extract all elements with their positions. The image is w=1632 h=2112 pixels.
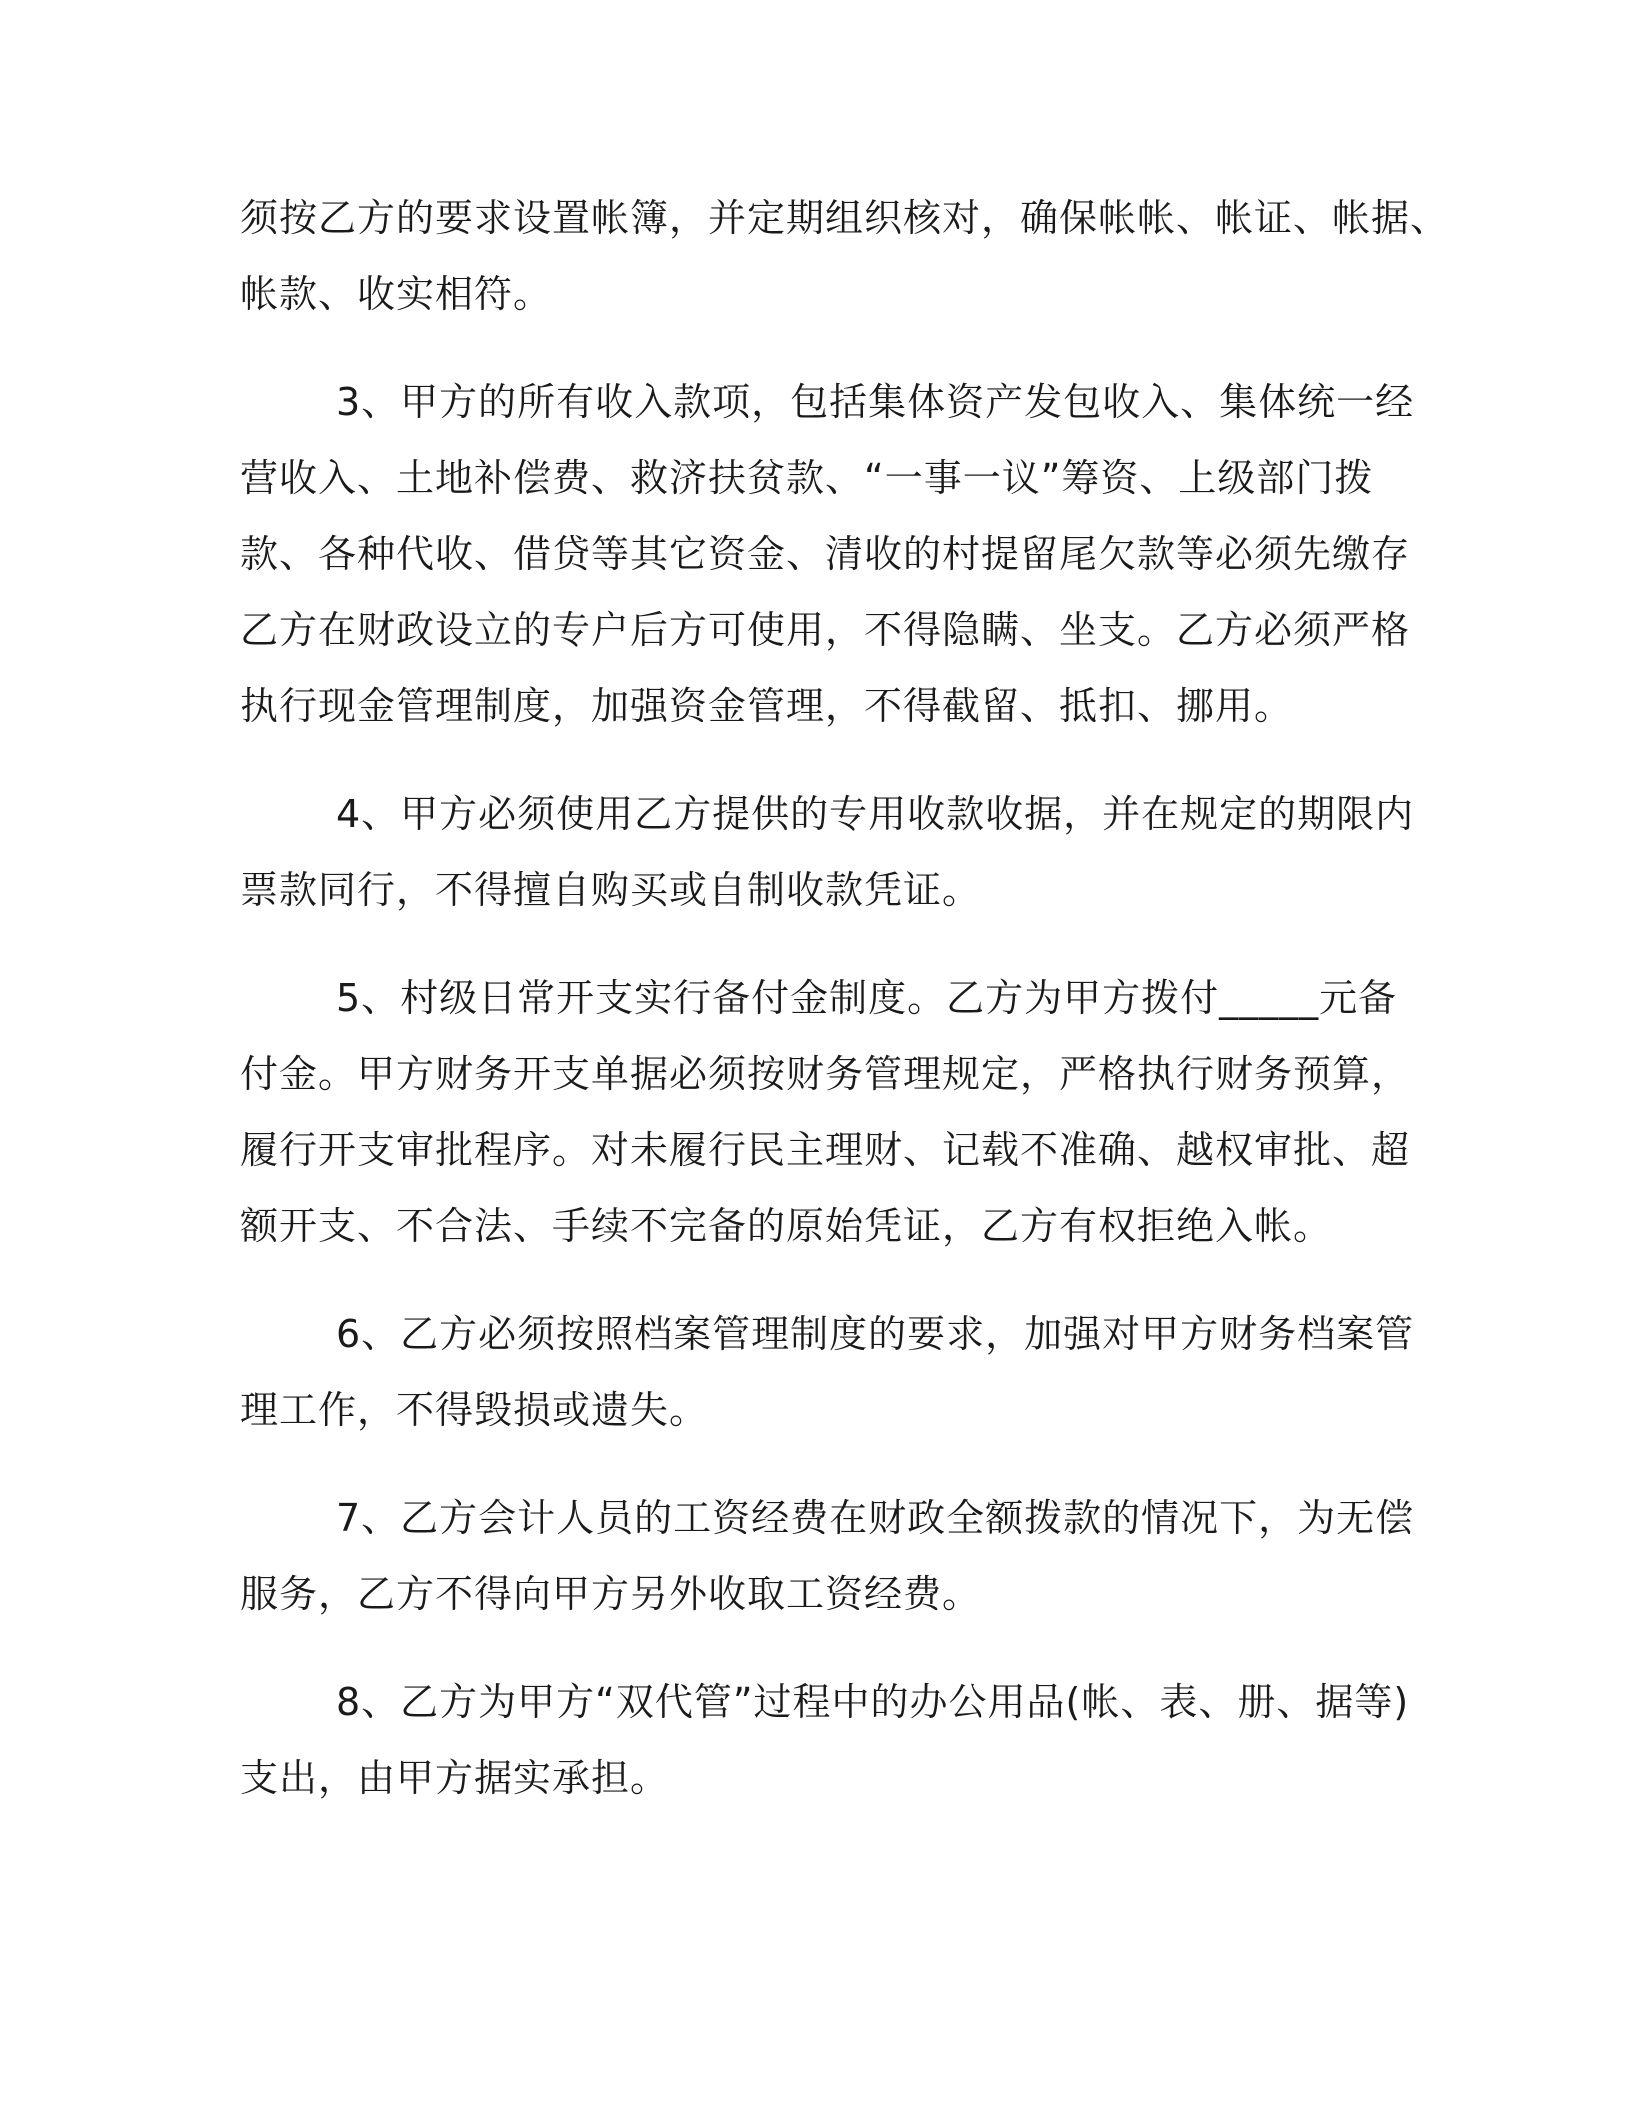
text-line: 履行开支审批程序。对未履行民主理财、记载不准确、越权审批、超: [240, 1128, 1411, 1172]
text-line: 5、村级日常开支实行备付金制度。乙方为甲方拨付_____元备: [336, 976, 1398, 1020]
text-line: 执行现金管理制度，加强资金管理，不得截留、抵扣、挪用。: [240, 684, 1294, 728]
text-line: 8、乙方为甲方“双代管”过程中的办公用品(帐、表、册、据等): [336, 1680, 1410, 1724]
paragraph-6: [240, 1296, 1415, 1448]
text-line: 支出，由甲方据实承担。: [240, 1756, 670, 1800]
text-line: 乙方在财政设立的专户后方可使用，不得隐瞒、坐支。乙方必须严格: [240, 608, 1411, 652]
text-line: 帐款、收实相符。: [240, 272, 553, 316]
paragraph-2-continuation: [240, 180, 1450, 332]
paragraph-3: [240, 364, 1415, 744]
paragraph-7: [240, 1480, 1415, 1632]
text-line: 7、乙方会计人员的工资经费在财政全额拨款的情况下，为无偿: [336, 1496, 1415, 1540]
text-line: 票款同行，不得擅自购买或自制收款凭证。: [240, 868, 982, 912]
text-line: 款、各种代收、借贷等其它资金、清收的村提留尾欠款等必须先缴存: [240, 532, 1411, 576]
text-line: 6、乙方必须按照档案管理制度的要求，加强对甲方财务档案管: [336, 1312, 1415, 1356]
text-line: 额开支、不合法、手续不完备的原始凭证，乙方有权拒绝入帐。: [240, 1204, 1333, 1248]
paragraph-4: [240, 776, 1415, 928]
text-line: 服务，乙方不得向甲方另外收取工资经费。: [240, 1572, 982, 1616]
document-body: [240, 180, 1450, 1816]
paragraph-5: [240, 960, 1411, 1264]
text-line: 营收入、土地补偿费、救济扶贫款、“一事一议”筹资、上级部门拨: [240, 456, 1374, 500]
text-line: 付金。甲方财务开支单据必须按财务管理规定，严格执行财务预算，: [240, 1052, 1411, 1096]
text-line: 理工作，不得毁损或遗失。: [240, 1388, 709, 1432]
paragraph-8: [240, 1664, 1410, 1816]
text-line: 4、甲方必须使用乙方提供的专用收款收据，并在规定的期限内: [336, 792, 1415, 836]
text-line: 3、甲方的所有收入款项，包括集体资产发包收入、集体统一经: [336, 380, 1415, 424]
text-line: 须按乙方的要求设置帐簿，并定期组织核对，确保帐帐、帐证、帐据、: [240, 196, 1450, 240]
